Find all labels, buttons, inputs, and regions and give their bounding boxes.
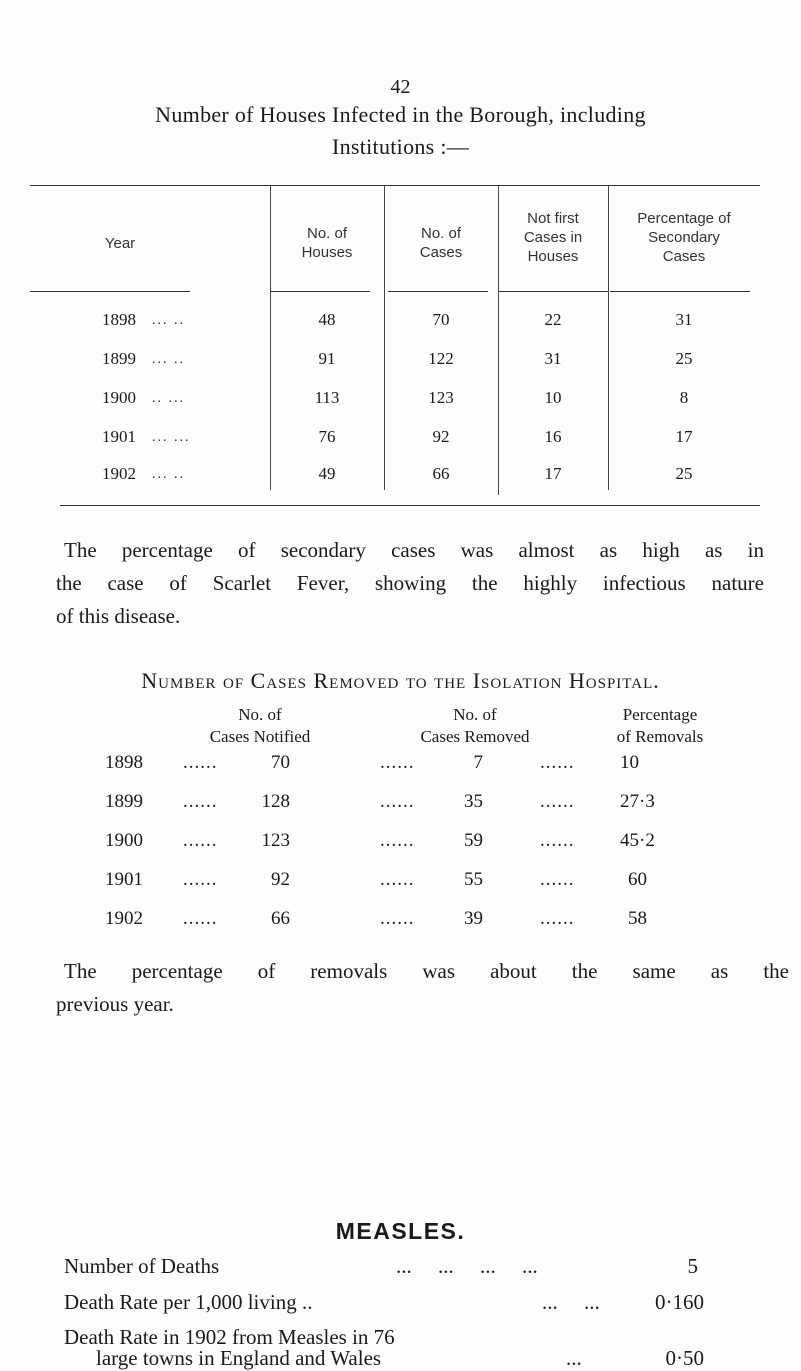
row-value: 0·50 <box>665 1346 704 1370</box>
dot-leader: ... ... <box>152 430 191 445</box>
row-year: 1902 <box>102 464 136 483</box>
row-year: 1901 <box>105 869 143 890</box>
row-year: 1898 <box>105 752 143 773</box>
measles-row <box>64 1290 714 1320</box>
cell-houses: 113 <box>314 388 340 407</box>
cell-notified: 123 <box>261 830 290 851</box>
cell-houses: 91 <box>318 349 336 368</box>
cell-notified: 128 <box>261 791 290 812</box>
dot-leader: .. ... <box>152 391 185 406</box>
row-label: Number of Deaths <box>64 1254 220 1278</box>
dot-leader: ...... <box>380 869 415 890</box>
section-title-measles: MEASLES. <box>335 1218 466 1244</box>
cell-removed: 39 <box>464 908 483 929</box>
cell-not-first: 10 <box>544 388 562 407</box>
row-year: 1900 <box>105 830 143 851</box>
row-year: 1900 <box>102 388 136 407</box>
cell-percentage: 17 <box>675 427 693 446</box>
dot-leader: ...... <box>540 908 575 929</box>
row-year: 1899 <box>102 349 136 368</box>
cell-removed: 35 <box>464 791 483 812</box>
header-houses: No. of Houses <box>301 225 353 261</box>
dot-leader: ... ... <box>542 1290 600 1314</box>
header-percentage: Percentage of Secondary Cases <box>637 210 731 265</box>
cell-notified: 66 <box>271 908 290 929</box>
dot-leader: ...... <box>380 791 415 812</box>
cell-cases: 70 <box>432 310 450 329</box>
cell-houses: 76 <box>318 427 336 446</box>
paragraph-line: The percentage of secondary cases was almost as high as in <box>64 538 764 562</box>
cell-notified: 92 <box>271 869 290 890</box>
cell-percentage: 58 <box>628 908 647 929</box>
cell-removed: 59 <box>464 830 483 851</box>
cell-cases: 123 <box>428 388 454 407</box>
table-row <box>0 830 801 860</box>
dot-leader: ...... <box>380 908 415 929</box>
measles-row <box>64 1254 714 1284</box>
header-cases: No. of Cases <box>419 225 463 261</box>
table-bottom-rule <box>60 505 760 506</box>
row-year: 1898 <box>102 310 136 329</box>
houses-infected-table <box>30 158 760 508</box>
dot-leader: ...... <box>183 752 218 773</box>
section-title-removed: Number of Cases Removed to the Isolation Hospital. <box>141 668 660 693</box>
cell-cases: 92 <box>432 427 450 446</box>
cell-percentage: 31 <box>675 310 693 329</box>
row-label: Death Rate per 1,000 living .. <box>64 1290 313 1314</box>
cell-percentage: 25 <box>675 349 693 368</box>
cell-houses: 48 <box>318 310 336 329</box>
table-heading-line-2: Institutions :— <box>331 134 470 159</box>
row-value: 0·160 <box>655 1290 704 1314</box>
dot-leader: ... .. <box>152 352 185 367</box>
table-heading-line-1: Number of Houses Infected in the Borough, including <box>155 102 646 127</box>
cell-houses: 49 <box>318 464 336 483</box>
header-year: Year <box>104 235 136 252</box>
cell-percentage: 60 <box>628 869 647 890</box>
paragraph-removals <box>56 955 789 1021</box>
header-rule <box>388 291 488 292</box>
dot-leader: ... .. <box>152 467 185 482</box>
column-header-notified: No. of Cases Notified <box>209 705 311 746</box>
row-label: Death Rate in 1902 from Measles in 76 <box>64 1325 395 1349</box>
row-year: 1901 <box>102 427 136 446</box>
cell-percentage: 10 <box>620 752 639 773</box>
paragraph-line: of this disease. <box>56 604 181 628</box>
dot-leader: ...... <box>183 830 218 851</box>
paragraph-line: the case of Scarlet Fever, showing the highly infectious nature <box>56 571 764 595</box>
row-value: 5 <box>687 1254 698 1278</box>
dot-leader: ...... <box>540 869 575 890</box>
table-row <box>0 869 801 899</box>
dot-leader: ... ... ... ... <box>396 1254 538 1278</box>
cell-not-first: 16 <box>544 427 562 446</box>
table-row <box>0 908 801 938</box>
cell-percentage: 27·3 <box>620 791 655 812</box>
row-year: 1899 <box>105 791 143 812</box>
cell-percentage: 8 <box>679 388 689 407</box>
header-rule <box>498 291 608 292</box>
paragraph-line: The percentage of removals was about the same as the <box>64 959 789 983</box>
table-top-rule <box>30 185 760 186</box>
cell-removed: 55 <box>464 869 483 890</box>
page-number: 42 <box>390 76 411 98</box>
paragraph-secondary-cases <box>56 534 764 633</box>
dot-leader: ...... <box>183 791 218 812</box>
cell-not-first: 17 <box>544 464 562 483</box>
column-header-percentage: Percentage of Removals <box>616 705 704 746</box>
row-year: 1902 <box>105 908 143 929</box>
cell-removed: 7 <box>473 752 483 773</box>
header-not-first: Not first Cases in Houses <box>523 210 583 265</box>
dot-leader: ... .. <box>152 313 185 328</box>
cell-percentage: 45·2 <box>620 830 655 851</box>
cell-percentage: 25 <box>675 464 693 483</box>
cell-cases: 66 <box>432 464 450 483</box>
dot-leader: ...... <box>183 908 218 929</box>
dot-leader: ...... <box>540 752 575 773</box>
table-row <box>0 791 801 821</box>
dot-leader: ...... <box>183 869 218 890</box>
cell-not-first: 31 <box>544 349 562 368</box>
header-rule <box>270 291 370 292</box>
row-label: large towns in England and Wales <box>96 1346 382 1370</box>
cell-not-first: 22 <box>544 310 562 329</box>
paragraph-line: previous year. <box>56 992 174 1016</box>
column-header-removed: No. of Cases Removed <box>420 705 530 746</box>
header-rule <box>610 291 750 292</box>
cell-notified: 70 <box>271 752 290 773</box>
table-row <box>0 752 801 782</box>
dot-leader: ...... <box>540 830 575 851</box>
dot-leader: ...... <box>540 791 575 812</box>
header-rule <box>30 291 190 292</box>
dot-leader: ...... <box>380 830 415 851</box>
dot-leader: ...... <box>380 752 415 773</box>
cell-cases: 122 <box>428 349 454 368</box>
dot-leader: ... <box>566 1346 582 1370</box>
